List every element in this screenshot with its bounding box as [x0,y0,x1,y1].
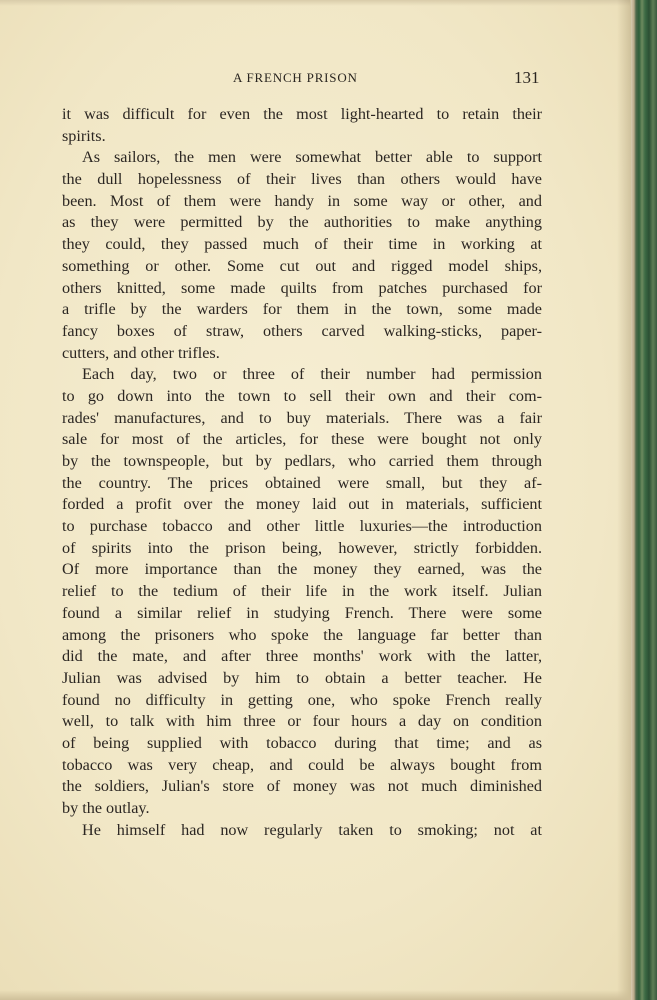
text-line: as they were permitted by the authorities to make anything [62,213,542,232]
text-line: relief to the tedium of their life in the work itself. Julian [62,582,542,601]
text-line: a trifle by the warders for them in the town, some made [62,300,542,319]
text-line: the dull hopelessness of their lives than others would have [62,170,542,189]
text-line: by the outlay. [62,799,150,817]
body-text [62,104,542,841]
text-line: tobacco was very cheap, and could be always bought from [62,755,542,774]
text-line: cutters, and other trifles. [62,343,220,362]
text-line: to purchase tobacco and other little luxuries—the introduction [62,517,542,536]
text-line: sale for most of the articles, for these were bought not only [62,430,542,449]
text-line: of spirits into the prison being, however, strictly forbidden. [62,538,542,557]
text-line: did the mate, and after three months' work with the latter, [62,647,542,666]
text-line: by the townspeople, but by pedlars, who carried them through [62,452,542,470]
text-line: been. Most of them were handy in some way or other, and [62,191,542,210]
book-spine [631,0,657,1000]
text-line: fancy boxes of straw, others carved walking-sticks, paper- [62,321,542,340]
text-line: well, to talk with him three or four hours a day on condition [62,712,542,731]
text-line: found a similar relief in studying French. There were some [62,603,542,622]
page-top-edge [0,0,630,6]
text-line: it was difficult for even the most light-hearted to retain their [62,105,542,123]
text-line: rades' manufactures, and to buy materials. There was a fair [62,408,542,427]
text-line: As sailors, the men were somewhat better able to support [82,148,542,167]
text-line: found no difficulty in getting one, who spoke French really [62,690,542,709]
page-number: 131 [514,68,540,87]
text-line: among the prisoners who spoke the language far better than [62,625,542,644]
page-bottom-edge [0,990,630,1000]
text-line: something or other. Some cut out and rigged model ships, [62,256,542,275]
text-line: others knitted, some made quilts from patches purchased for [62,278,542,297]
text-line: Each day, two or three of their number had permission [82,365,542,384]
text-line: to go down into the town to sell their own and their com- [62,386,542,405]
text-line: forded a profit over the money laid out in materials, sufficient [62,495,542,514]
text-line: He himself had now regularly taken to smoking; not at [82,820,542,839]
text-line: they could, they passed much of their time in working at [62,235,542,254]
text-line: Julian was advised by him to obtain a better teacher. He [62,668,542,687]
text-line: the country. The prices obtained were small, but they af- [62,473,542,492]
text-line: the soldiers, Julian's store of money was not much diminished [62,777,542,796]
text-line: of being supplied with tobacco during that time; and as [62,733,542,752]
running-head: A FRENCH PRISON [233,70,358,85]
text-line: Of more importance than the money they earned, was the [62,560,542,579]
gutter-shadow [617,0,631,1000]
text-line: spirits. [62,126,106,145]
